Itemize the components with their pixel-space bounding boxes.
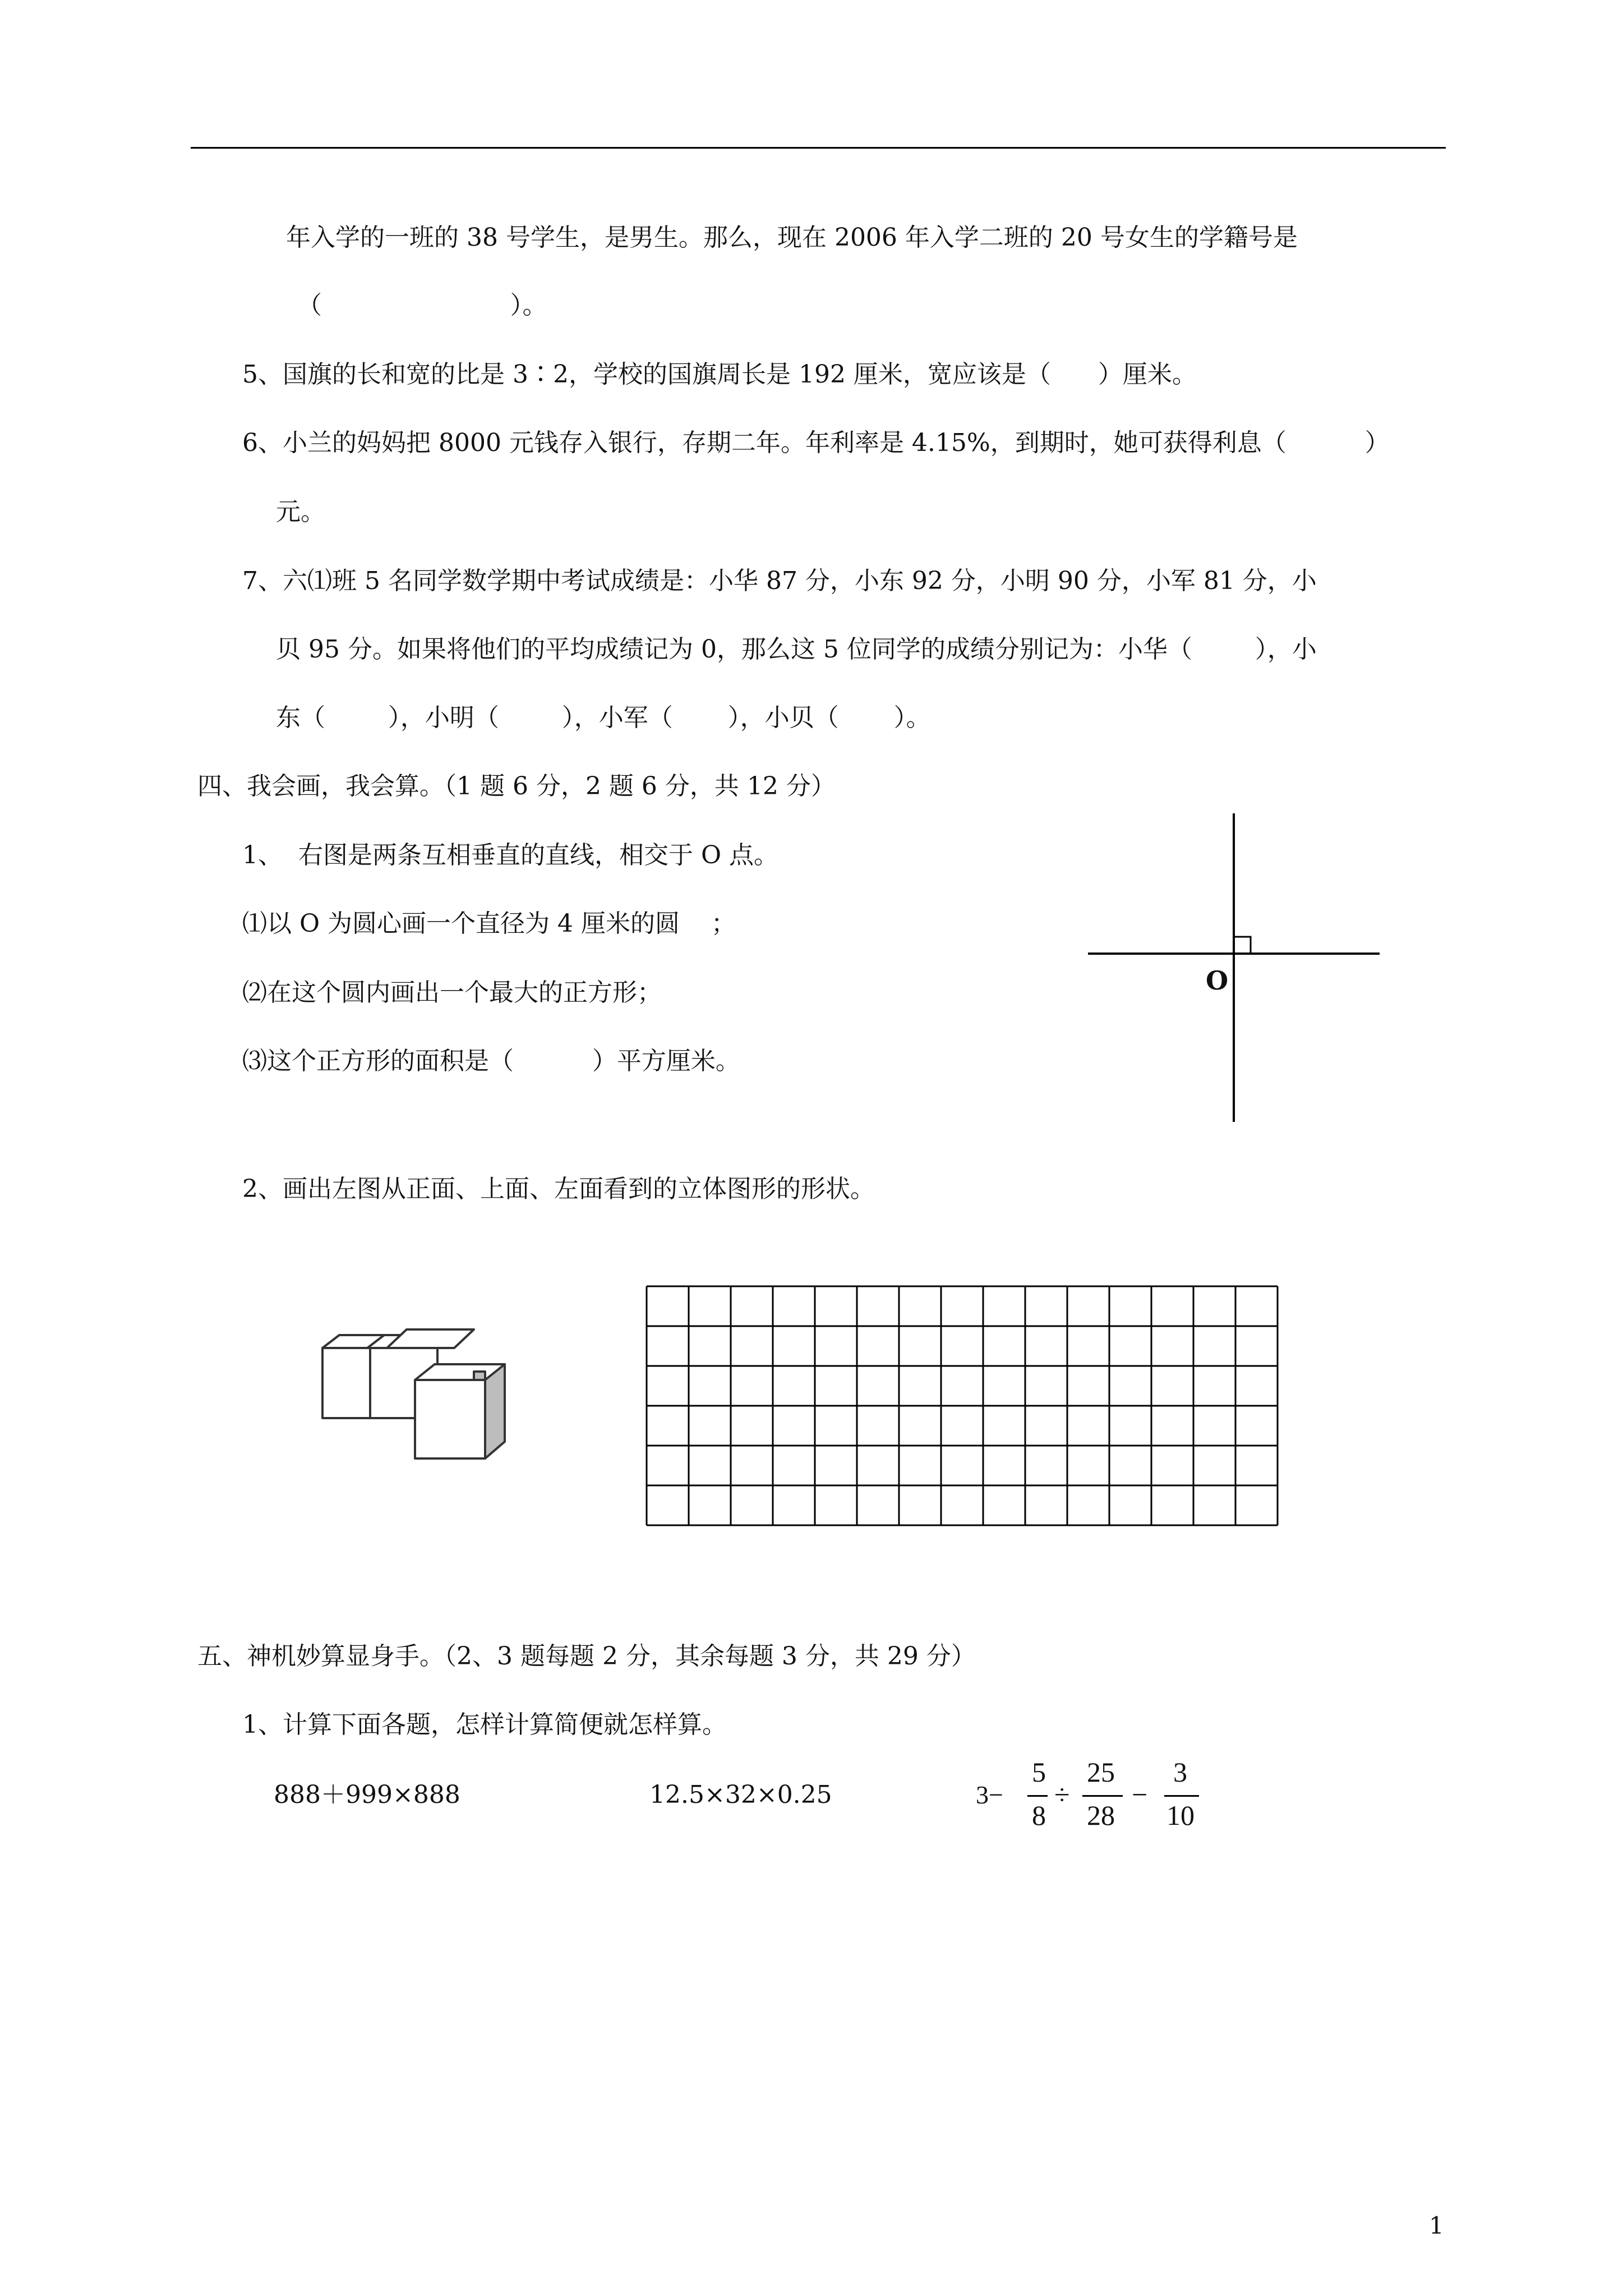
question-6-line-1: 6、小兰的妈妈把 8000 元钱存入银行，存期二年。年利率是 4.15%，到期时，她可获得利息（ ） [242, 429, 1390, 457]
q4-answer-blank: （ ）。 [297, 291, 547, 320]
fraction-3-bar [1164, 1795, 1199, 1797]
fraction-2-bar [1082, 1795, 1123, 1797]
fraction-1-numerator: 5 [1032, 1756, 1046, 1788]
drawing-grid[interactable] [645, 1285, 1284, 1528]
expr3-lead: 3− [976, 1780, 1003, 1809]
section-5-heading: 五、神机妙算显身手。（2、3 题每题 2 分，其余每题 3 分，共 29 分） [197, 1642, 976, 1671]
divide-operator: ÷ [1054, 1779, 1070, 1810]
cube-stack-figure [292, 1318, 550, 1475]
minus-operator: − [1132, 1779, 1148, 1810]
fraction-3-numerator: 3 [1173, 1756, 1187, 1788]
s4-question-1b: ⑵在这个圆内画出一个最大的正方形； [242, 978, 662, 1007]
point-o-label: O [1206, 965, 1229, 996]
s4-question-1c: ⑶这个正方形的面积是（ ）平方厘米。 [242, 1047, 740, 1075]
s5-question-1: 1、计算下面各题，怎样计算简便就怎样算。 [242, 1710, 727, 1739]
question-5: 5、国旗的长和宽的比是 3∶2，学校的国旗周长是 192 厘米，宽应该是（ ）厘米。 [242, 360, 1197, 389]
s4-question-2: 2、画出左图从正面、上面、左面看到的立体图形的形状。 [242, 1175, 875, 1203]
fraction-3-denominator: 10 [1166, 1800, 1195, 1831]
fraction-1-denominator: 8 [1032, 1800, 1046, 1831]
question-7-line-3: 东（ ），小明（ ），小军（ ），小贝（ ）。 [276, 703, 931, 732]
s4-question-1: 1、 右图是两条互相垂直的直线，相交于 O 点。 [242, 841, 779, 869]
question-6-line-2: 元。 [276, 498, 325, 526]
section-4-heading: 四、我会画，我会算。（1 题 6 分，2 题 6 分，共 12 分） [197, 772, 836, 800]
fraction-2-numerator: 25 [1087, 1756, 1115, 1788]
perpendicular-lines-figure [1077, 808, 1391, 1128]
q4-continuation-line-1: 年入学的一班的 38 号学生，是男生。那么，现在 2006 年入学二班的 20 号女生的学籍号是 [286, 223, 1298, 252]
expression-1: 888＋999×888 [274, 1780, 460, 1809]
question-7-line-1: 7、六⑴班 5 名同学数学期中考试成绩是：小华 87 分，小东 92 分，小明 90 分，小军 81 分，小 [242, 567, 1317, 595]
expression-2: 12.5×32×0.25 [649, 1780, 832, 1809]
question-7-line-2: 贝 95 分。如果将他们的平均成绩记为 0，那么这 5 位同学的成绩分别记为：小华（ ），小 [276, 635, 1317, 664]
expression-3 [976, 1753, 1234, 1843]
page-number: 1 [1429, 2212, 1444, 2239]
fraction-2-denominator: 28 [1087, 1800, 1115, 1831]
fraction-1-bar [1027, 1795, 1048, 1797]
header-rule [191, 147, 1446, 149]
s4-question-1a: ⑴以 O 为圆心画一个直径为 4 厘米的圆 ； [242, 909, 736, 938]
